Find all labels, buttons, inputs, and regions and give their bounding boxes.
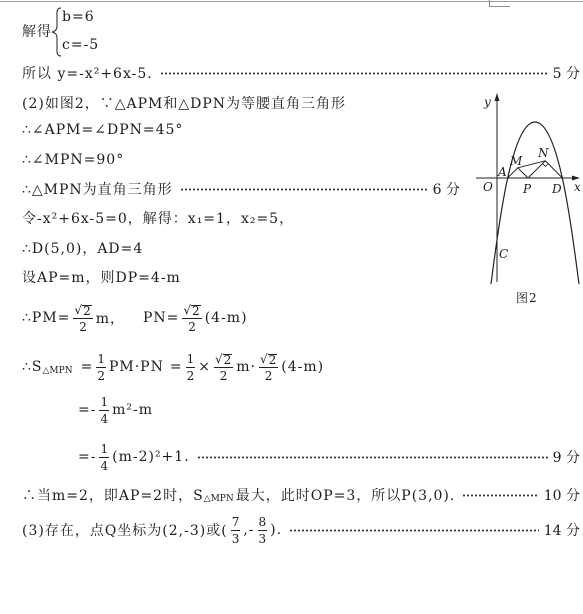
point-d-line: ∴D(5,0)，AD=4 <box>22 241 144 257</box>
equation-b: b=6 <box>62 9 95 25</box>
radicand: 2 <box>83 303 91 318</box>
legs-line <box>22 300 248 336</box>
radicand: 2 <box>268 352 277 367</box>
equation-c: c=-5 <box>62 37 100 53</box>
angles-45-line: ∴∠APM=∠DPN=45° <box>22 122 184 138</box>
fraction-denominator: 2 <box>186 368 195 383</box>
fraction-denominator: 2 <box>97 368 105 383</box>
vertex-form-line <box>78 439 580 475</box>
max-subscript: △MPN <box>203 494 234 504</box>
area-subscript: △MPN <box>42 366 73 376</box>
point-n-label: N <box>538 146 549 160</box>
fraction-seven-thirds <box>231 515 241 546</box>
equals-minus: =- <box>78 402 97 418</box>
vertex-form-tail: (m-2)²+1. <box>112 449 190 465</box>
times-sign: × <box>198 359 211 375</box>
fraction-numerator: 1 <box>100 441 109 456</box>
point-p-label: P <box>523 182 532 196</box>
radicand: 2 <box>192 303 200 318</box>
point-c-label: C <box>499 247 509 261</box>
pm-label: ∴PM= <box>22 310 71 326</box>
part3-mid: ,- <box>243 522 255 538</box>
dot-leader <box>462 494 538 497</box>
y-axis-arrow <box>495 93 500 101</box>
area-lead: ∴S <box>22 359 43 375</box>
expand-line <box>78 392 153 428</box>
pm-pn-product: PM·PN <box>108 359 164 375</box>
expand-tail: m²-m <box>112 402 154 418</box>
dot-leader <box>197 456 548 459</box>
fraction-numerator <box>214 352 233 368</box>
fraction-one-half <box>186 352 196 383</box>
fraction-numerator: 1 <box>100 394 109 409</box>
parabola-result-line <box>22 62 580 84</box>
fraction-one-half <box>96 352 106 383</box>
score-label: 10 分 <box>543 488 580 504</box>
pn-tail: (4-m) <box>204 310 248 326</box>
part3-tail: ). <box>270 522 283 538</box>
solve-bc-label: 解得 <box>22 24 52 40</box>
sqrt-sign: √ <box>74 302 83 317</box>
fraction-numerator: 7 <box>231 514 240 529</box>
let-m-line: 设AP=m，则DP=4-m <box>22 270 181 286</box>
fraction-denominator: 2 <box>219 368 228 383</box>
pm-tail: m， <box>95 311 125 327</box>
x-axis-label: x <box>574 180 581 194</box>
fraction-sqrt2-over-2 <box>182 303 201 334</box>
area-line <box>22 349 324 385</box>
score-label: 9 分 <box>552 450 580 466</box>
fraction-sqrt2-over-2 <box>259 352 278 383</box>
triangle-dpn <box>528 161 562 178</box>
equals-minus: =- <box>78 449 97 465</box>
max-area-line <box>22 484 580 506</box>
fraction-denominator: 2 <box>188 319 196 334</box>
sqrt-sign: √ <box>214 351 223 366</box>
part2-intro: (2)如图2，∵△APM和△DPN为等腰直角三角形 <box>22 96 347 112</box>
triangle-apm <box>508 168 528 178</box>
equals-sign: = <box>80 359 94 375</box>
figure-caption: 图2 <box>516 291 538 305</box>
right-triangle-line <box>22 178 460 200</box>
score-label: 6 分 <box>432 182 460 198</box>
part3-line <box>22 512 580 548</box>
fraction-denominator: 4 <box>100 458 109 473</box>
fraction-one-quarter <box>99 442 109 473</box>
fraction-denominator: 3 <box>258 531 267 546</box>
pn-label: PN= <box>142 310 180 326</box>
max-lead: ∴当m=2，即AP=2时，S <box>22 488 204 504</box>
fraction-sqrt2-over-2 <box>73 303 92 334</box>
fraction-one-quarter <box>99 395 109 426</box>
right-triangle-text: ∴△MPN为直角三角形 <box>22 182 173 198</box>
dot-leader <box>160 72 548 75</box>
fraction-numerator: 8 <box>258 514 267 529</box>
parabola-equation: 所以 y=-x²+6x-5. <box>22 66 153 82</box>
sqrt-sign: √ <box>183 302 192 317</box>
fraction-numerator <box>259 352 278 368</box>
corner-mark <box>489 0 510 7</box>
part3-lead: (3)存在，点Q坐标为(2,-3)或( <box>22 523 228 539</box>
fraction-numerator: 1 <box>186 351 195 366</box>
dot-leader <box>289 529 539 532</box>
figure-2-diagram <box>470 90 583 290</box>
fraction-denominator: 2 <box>264 368 273 383</box>
fraction-denominator: 3 <box>231 531 240 546</box>
fraction-numerator <box>182 303 201 319</box>
roots-line: 令-x²+6x-5=0，解得：x₁=1，x₂=5， <box>22 211 295 227</box>
score-label: 5 分 <box>552 66 580 82</box>
fraction-sqrt2-over-2 <box>214 352 233 383</box>
equals-sign: = <box>169 359 183 375</box>
point-m-label: M <box>510 154 523 168</box>
angle-90-line: ∴∠MPN=90° <box>22 152 125 168</box>
fraction-denominator: 4 <box>100 411 109 426</box>
radicand: 2 <box>223 352 232 367</box>
fraction-denominator: 2 <box>79 319 87 334</box>
fraction-numerator <box>73 303 92 319</box>
y-axis-label: y <box>484 95 491 109</box>
right-angle-mark <box>543 164 549 167</box>
m-dot: m· <box>236 359 256 375</box>
sqrt-sign: √ <box>259 351 268 366</box>
dot-leader <box>180 188 428 191</box>
fraction-eight-thirds <box>258 515 268 546</box>
point-a-label: A <box>498 165 507 179</box>
point-d-label: D <box>552 182 562 196</box>
score-label: 14 分 <box>543 523 580 539</box>
area-tail: (4-m) <box>281 359 325 375</box>
fraction-numerator: 1 <box>97 351 105 366</box>
origin-label: O <box>483 180 493 194</box>
max-tail: 最大，此时OP=3，所以P(3,0). <box>235 488 456 504</box>
